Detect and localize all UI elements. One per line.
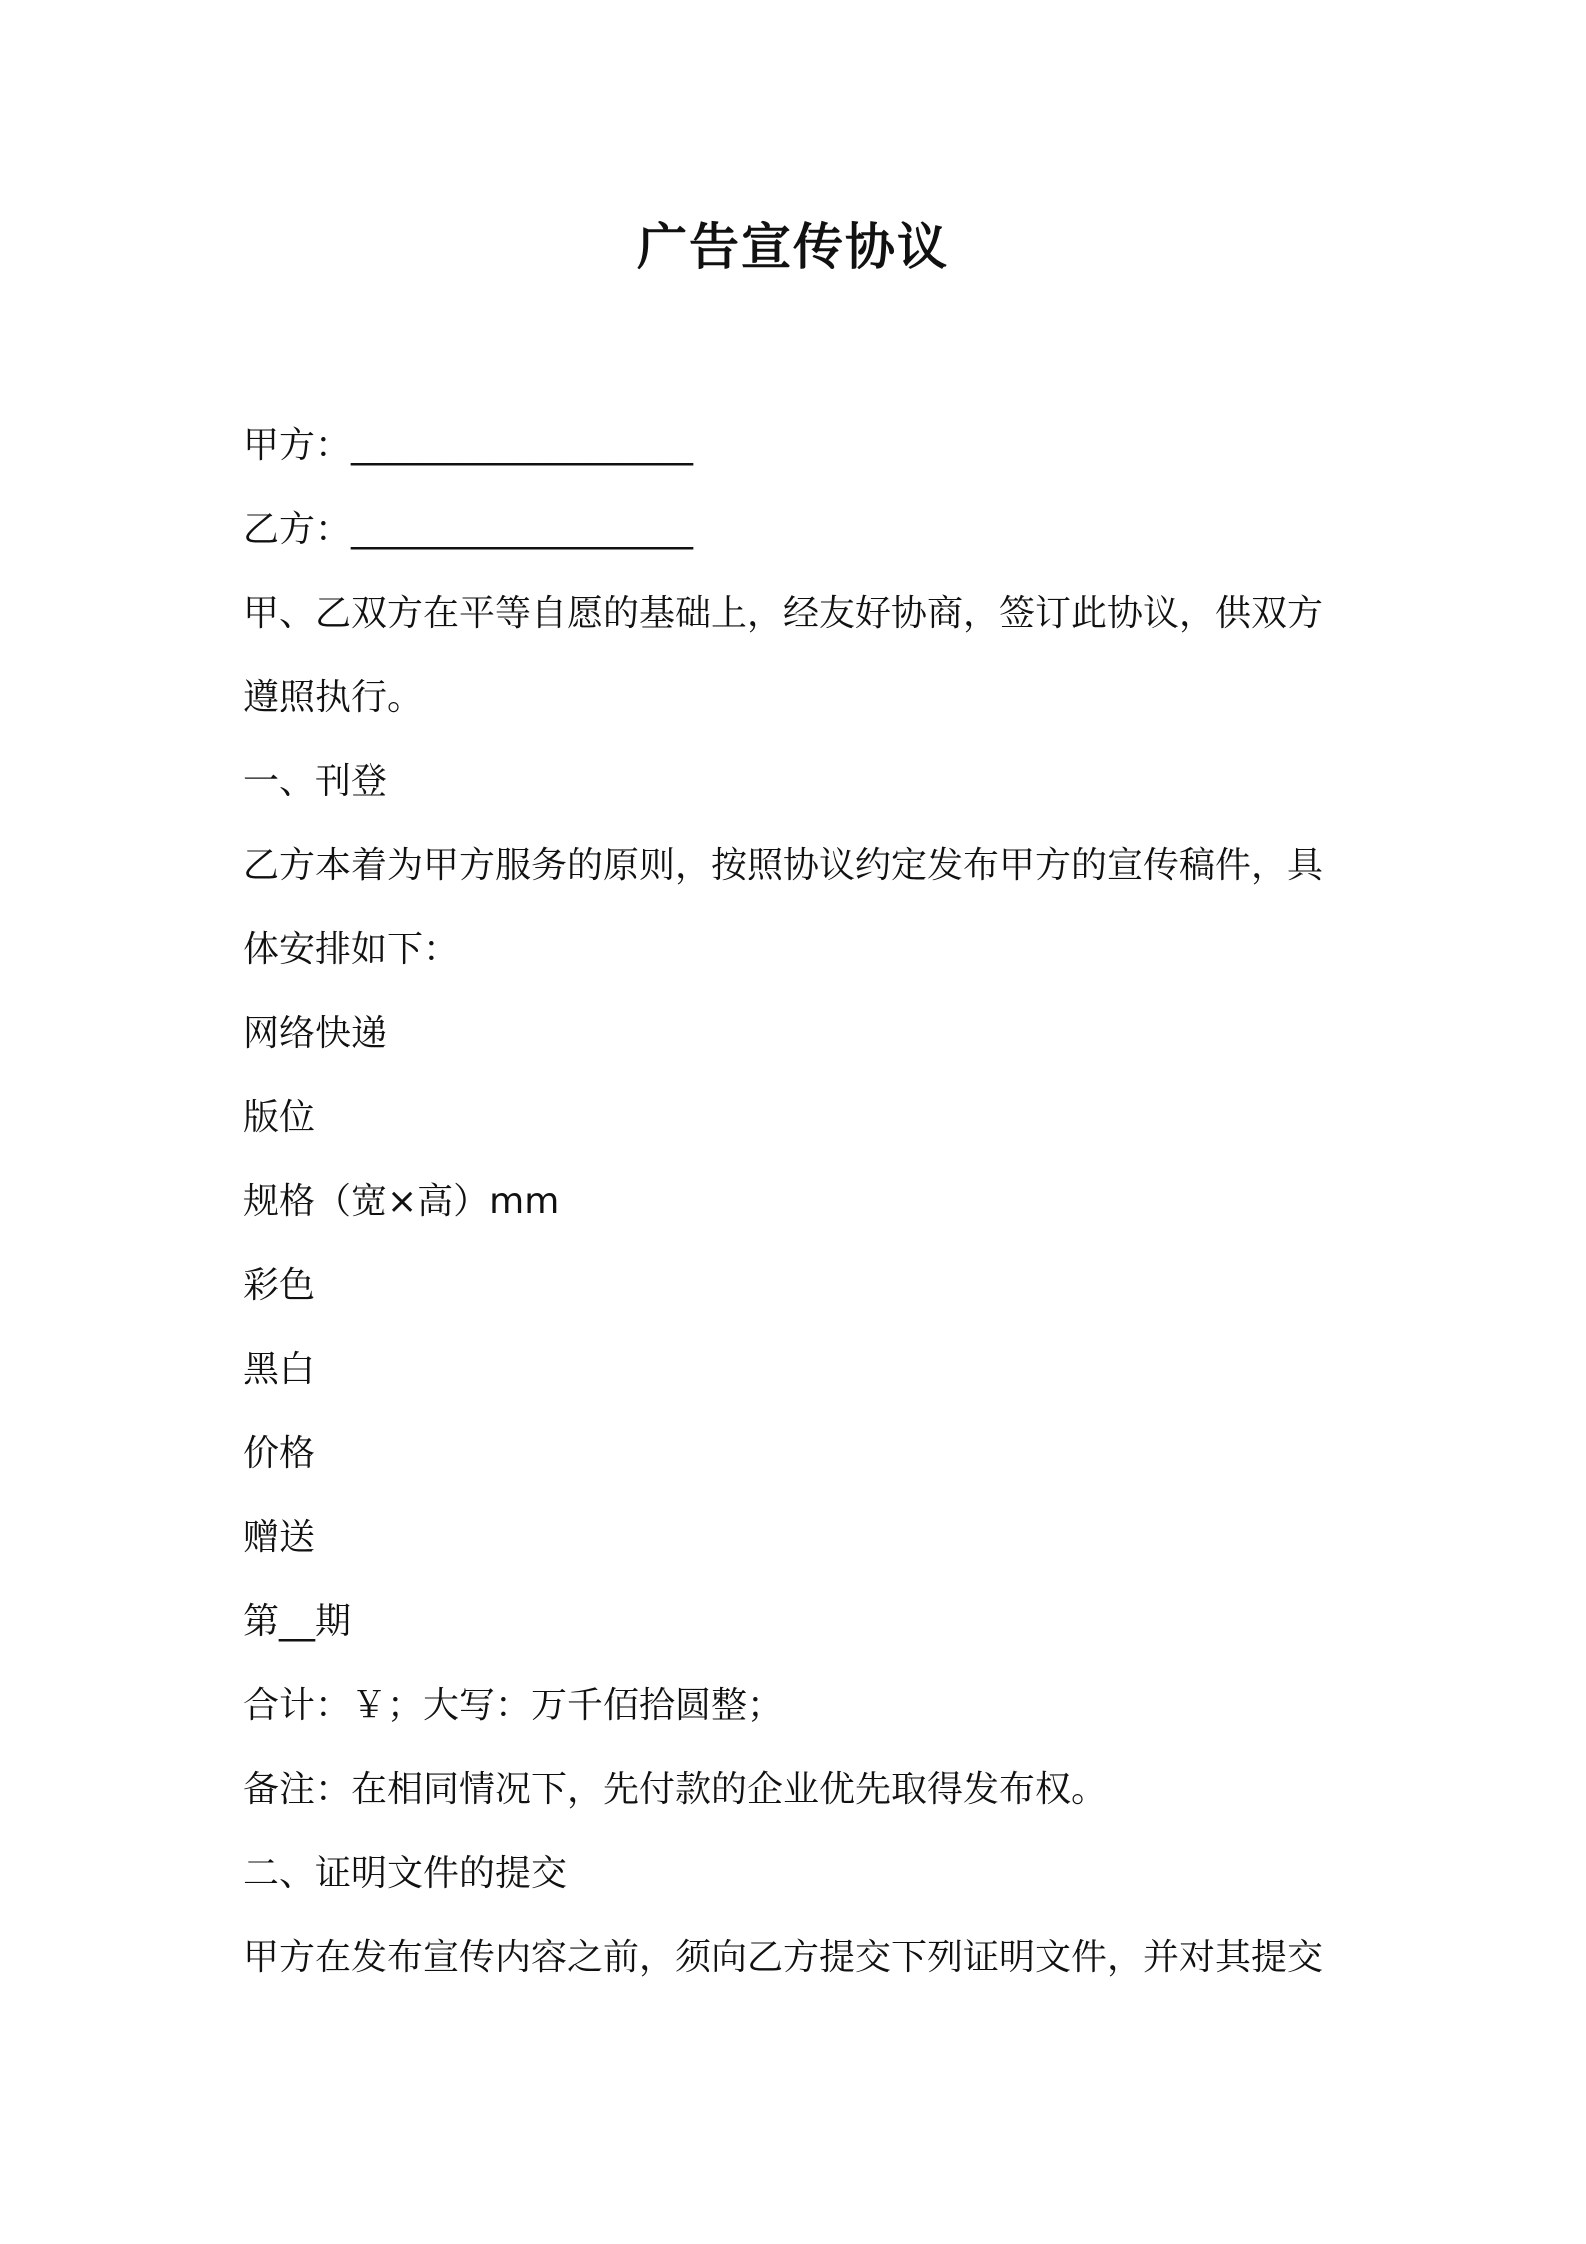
preamble-line-1: 甲、乙双方在平等自愿的基础上，经友好协商，签订此协议，供双方: [243, 593, 1324, 634]
item-black-white: 黑白: [243, 1349, 316, 1390]
publication-paragraph-line-2: 体安排如下：: [243, 929, 460, 970]
remark-line: 备注：在相同情况下，先付款的企业优先取得发布权。: [243, 1769, 1108, 1810]
item-network-express: 网络快递: [243, 1013, 388, 1054]
item-specification: 规格（宽×高）mm: [243, 1181, 560, 1222]
document-title: 广告宣传协议: [637, 218, 949, 276]
item-color: 彩色: [243, 1265, 316, 1306]
item-layout-position: 版位: [243, 1097, 316, 1138]
item-issue: 第__期: [243, 1601, 352, 1642]
documents-paragraph-line-1: 甲方在发布宣传内容之前，须向乙方提交下列证明文件，并对其提交: [243, 1937, 1324, 1978]
party-b-line: 乙方：___________________: [243, 509, 694, 550]
document-body: [243, 404, 1363, 2000]
section-heading-publication: 一、刊登: [243, 761, 388, 802]
item-price: 价格: [243, 1433, 316, 1474]
section-heading-documents: 二、证明文件的提交: [243, 1853, 568, 1894]
preamble-line-2: 遵照执行。: [243, 677, 424, 718]
item-gift: 赠送: [243, 1517, 316, 1558]
publication-paragraph-line-1: 乙方本着为甲方服务的原则，按照协议约定发布甲方的宣传稿件，具: [243, 845, 1324, 886]
party-a-line: 甲方：___________________: [243, 425, 694, 466]
total-line: 合计：￥；大写：万千佰拾圆整；: [243, 1685, 784, 1726]
